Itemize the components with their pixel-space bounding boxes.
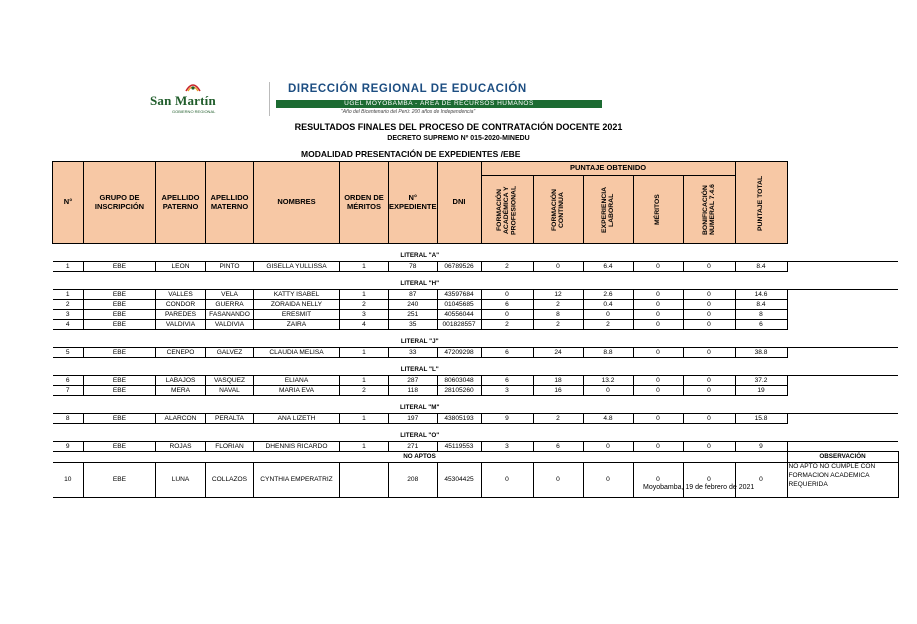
cell-n: 1 [53,290,84,300]
col-formacion-cell [481,176,533,244]
cell-orden: 1 [340,290,389,300]
cell-materno: GALVEZ [206,348,254,358]
cell-meritos: 0 [633,310,683,320]
table-row [53,414,899,424]
cell-experiencia: 0 [583,463,633,498]
cell-experiencia: 8.8 [583,348,633,358]
table-row [53,262,899,272]
cell-dni: 45119553 [437,442,481,452]
cell-grupo: EBE [84,414,156,424]
cell-nombres: ANA LIZETH [254,414,340,424]
regional-emblem-icon [185,82,201,92]
col-n: N° [53,162,84,244]
col-grupo: GRUPO DE INSCRIPCIÓN [84,162,156,244]
cell-materno: PINTO [206,262,254,272]
cell-nombres: ELIANA [254,376,340,386]
spacer-cell [787,432,898,442]
cell-formacion: 2 [481,262,533,272]
cell-nombres: ERESMIT [254,310,340,320]
col-bonificacion: BONIFICACIÓN NUMERAL 7.4.6 [701,184,717,235]
cell-materno: COLLAZOS [206,463,254,498]
table-row [53,463,899,498]
col-meritos-cell [633,176,683,244]
cell-materno: GUERRA [206,300,254,310]
document-title: RESULTADOS FINALES DEL PROCESO DE CONTRATACIÓN DOCENTE 2021 [294,122,623,132]
cell-meritos: 0 [633,442,683,452]
cell-bonificacion: 0 [683,348,735,358]
cell-total: 8.4 [735,262,787,272]
dre-banner [274,83,603,117]
logo-subtitle: GOBIERNO REGIONAL [172,109,216,114]
cell-expediente: 33 [389,348,438,358]
cell-grupo: EBE [84,348,156,358]
cell-grupo: EBE [84,320,156,330]
spacer-cell [787,262,898,272]
table-row [53,442,899,452]
col-orden: ORDEN DE MÉRITOS [340,162,389,244]
cell-meritos: 0 [633,348,683,358]
cell-orden: 1 [340,414,389,424]
cell-n: 4 [53,320,84,330]
cell-expediente: 197 [389,414,438,424]
cell-continua: 0 [533,262,583,272]
cell-continua: 2 [533,300,583,310]
cell-meritos: 0 [633,376,683,386]
spacer-cell [787,386,898,396]
col-total: PUNTAJE TOTAL [757,174,765,231]
cell-dni: 01045685 [437,300,481,310]
cell-expediente: 287 [389,376,438,386]
cell-paterno: ROJAS [156,442,206,452]
cell-experiencia: 0 [583,386,633,396]
observacion-text: NO APTO NO CUMPLE CON FORMACION ACADEMICA REQUERIDA [787,463,898,498]
cell-total: 6 [735,320,787,330]
table-row [53,300,899,310]
cell-orden: 1 [340,442,389,452]
cell-formacion: 0 [481,310,533,320]
cell-n: 2 [53,300,84,310]
spacer-cell [787,300,898,310]
cell-dni: 45304425 [437,463,481,498]
decree-subtitle: DECRETO SUPREMO Nº 015-2020-MINEDU [387,135,530,142]
cell-meritos: 0 [633,463,683,498]
cell-expediente: 78 [389,262,438,272]
cell-continua: 16 [533,386,583,396]
col-puntaje-obtenido: PUNTAJE OBTENIDO [481,162,735,176]
col-experiencia: EXPERIENCIA LABORAL [600,186,616,233]
col-experiencia-cell [583,176,633,244]
cell-n: 5 [53,348,84,358]
cell-nombres: GISELLA YULLISSA [254,262,340,272]
cell-materno: FASANANDO [206,310,254,320]
spacer-cell [787,252,898,262]
cell-formacion: 6 [481,376,533,386]
cell-meritos: 0 [633,300,683,310]
cell-experiencia: 2 [583,320,633,330]
cell-nombres: KATTY ISABEL [254,290,340,300]
literal-label: LITERAL "O" [53,432,788,442]
cell-nombres: ZAIRA [254,320,340,330]
cell-formacion: 0 [481,463,533,498]
cell-orden: 1 [340,376,389,386]
logo-divider [269,82,270,116]
table-row [53,376,899,386]
cell-materno: VELA [206,290,254,300]
cell-continua: 12 [533,290,583,300]
col-nombres: NOMBRES [254,162,340,244]
cell-grupo: EBE [84,376,156,386]
cell-experiencia: 0 [583,442,633,452]
cell-expediente: 251 [389,310,438,320]
col-dni: DNI [437,162,481,244]
cell-meritos: 0 [633,320,683,330]
cell-paterno: MERA [156,386,206,396]
cell-paterno: CONDOR [156,300,206,310]
cell-materno: PERALTA [206,414,254,424]
cell-grupo: EBE [84,386,156,396]
literal-label: LITERAL "A" [53,252,788,262]
table-row [53,348,899,358]
spacer-cell [787,290,898,300]
cell-orden: 2 [340,300,389,310]
col-paterno: APELLIDO PATERNO [156,162,206,244]
literal-row [53,252,899,262]
cell-orden [340,463,389,498]
cell-grupo: EBE [84,463,156,498]
spacer-row [53,272,899,281]
literal-label: LITERAL "J" [53,338,788,348]
table-row [53,310,899,320]
cell-orden: 1 [340,262,389,272]
cell-grupo: EBE [84,442,156,452]
cell-bonificacion: 0 [683,300,735,310]
col-meritos: MÉRITOS [654,194,662,225]
cell-formacion: 3 [481,386,533,396]
cell-total: 15.8 [735,414,787,424]
cell-paterno: VALLES [156,290,206,300]
spacer-cell [787,280,898,290]
cell-nombres: CLAUDIA MELISA [254,348,340,358]
cell-meritos: 0 [633,262,683,272]
cell-bonificacion: 0 [683,262,735,272]
cell-dni: 43805193 [437,414,481,424]
col-expediente: N° EXPEDIENTE [389,162,438,244]
spacer-cell [787,348,898,358]
cell-bonificacion: 0 [683,310,735,320]
cell-n: 10 [53,463,84,498]
cell-bonificacion: 0 [683,386,735,396]
san-martin-logo [147,82,242,116]
spacer-row [53,330,899,339]
cell-dni: 28105260 [437,386,481,396]
cell-n: 9 [53,442,84,452]
cell-expediente: 240 [389,300,438,310]
place-date: Moyobamba, 19 de febrero de 2021 [643,484,755,491]
cell-experiencia: 2.6 [583,290,633,300]
cell-expediente: 208 [389,463,438,498]
org-title: DIRECCIÓN REGIONAL DE EDUCACIÓN [288,83,527,95]
spacer-row [53,244,899,253]
cell-dni: 80603048 [437,376,481,386]
cell-paterno: CENEPO [156,348,206,358]
col-bonificacion-cell [683,176,735,244]
cell-nombres: CYNTHIA EMPERATRIZ [254,463,340,498]
cell-paterno: ALARCON [156,414,206,424]
col-continua-cell [533,176,583,244]
spacer-cell [787,442,898,452]
spacer-cell [53,330,899,339]
literal-label: LITERAL "H" [53,280,788,290]
results-table [52,161,899,498]
cell-dni: 47209298 [437,348,481,358]
cell-continua: 2 [533,320,583,330]
cell-continua: 6 [533,442,583,452]
literal-label: LITERAL "L" [53,366,788,376]
cell-grupo: EBE [84,300,156,310]
cell-materno: VALDIVIA [206,320,254,330]
literal-row [53,432,899,442]
spacer-cell [787,162,898,176]
cell-experiencia: 0 [583,310,633,320]
cell-total: 14.6 [735,290,787,300]
cell-orden: 1 [340,348,389,358]
cell-formacion: 6 [481,348,533,358]
cell-total: 38.8 [735,348,787,358]
cell-total: 9 [735,442,787,452]
cell-materno: VASQUEZ [206,376,254,386]
literal-row [53,404,899,414]
cell-materno: FLORIAN [206,442,254,452]
cell-expediente: 118 [389,386,438,396]
table-row [53,290,899,300]
spacer-cell [787,310,898,320]
cell-n: 1 [53,262,84,272]
cell-bonificacion: 0 [683,414,735,424]
cell-paterno: LEON [156,262,206,272]
spacer-cell [53,244,899,253]
col-materno: APELLIDO MATERNO [206,162,254,244]
cell-meritos: 0 [633,290,683,300]
cell-orden: 4 [340,320,389,330]
cell-formacion: 2 [481,320,533,330]
cell-experiencia: 0.4 [583,300,633,310]
cell-total: 8 [735,310,787,320]
modality-title: MODALIDAD PRESENTACIÓN DE EXPEDIENTES /EBE [301,149,521,159]
cell-nombres: ZORAIDA NELLY [254,300,340,310]
cell-nombres: MARIA EVA [254,386,340,396]
cell-continua: 24 [533,348,583,358]
spacer-cell [787,404,898,414]
spacer-cell [787,320,898,330]
literal-row [53,338,899,348]
cell-n: 6 [53,376,84,386]
literal-row [53,366,899,376]
cell-grupo: EBE [84,290,156,300]
cell-meritos: 0 [633,386,683,396]
cell-dni: 001828557 [437,320,481,330]
cell-orden: 3 [340,310,389,320]
cell-materno: NAVAL [206,386,254,396]
no-aptos-label: NO APTOS [403,452,436,460]
cell-grupo: EBE [84,262,156,272]
cell-experiencia: 13.2 [583,376,633,386]
cell-paterno: PAREDES [156,310,206,320]
cell-paterno: LUNA [156,463,206,498]
cell-orden: 2 [340,386,389,396]
cell-nombres: DHENNIS RICARDO [254,442,340,452]
spacer-cell [787,414,898,424]
col-total-cell [735,162,787,244]
spacer-cell [787,366,898,376]
cell-bonificacion: 0 [683,320,735,330]
cell-n: 3 [53,310,84,320]
spacer-row [53,396,899,405]
cell-total: 19 [735,386,787,396]
spacer-cell [53,272,899,281]
no-aptos-row [53,452,899,463]
cell-paterno: VALDIVIA [156,320,206,330]
cell-bonificacion: 0 [683,290,735,300]
logo-name: San Martín [150,93,216,108]
cell-dni: 43597684 [437,290,481,300]
cell-dni: 06789526 [437,262,481,272]
cell-n: 7 [53,386,84,396]
year-motto: "Año del Bicentenario del Perú: 200 años de Independencia" [341,109,476,115]
cell-bonificacion: 0 [683,463,735,498]
cell-total: 37.2 [735,376,787,386]
cell-continua: 2 [533,414,583,424]
cell-expediente: 271 [389,442,438,452]
cell-formacion: 0 [481,290,533,300]
spacer-cell [787,376,898,386]
cell-formacion: 6 [481,300,533,310]
table-row [53,320,899,330]
cell-dni: 40556044 [437,310,481,320]
header-logos [147,82,605,118]
cell-total: 8.4 [735,300,787,310]
spacer-row [53,424,899,433]
cell-bonificacion: 0 [683,442,735,452]
cell-meritos: 0 [633,414,683,424]
cell-total: 0 [735,463,787,498]
cell-experiencia: 4.8 [583,414,633,424]
col-continua: FORMACIÓN CONTINUA [550,188,566,231]
cell-bonificacion: 0 [683,376,735,386]
results-body [53,244,899,498]
cell-continua: 18 [533,376,583,386]
spacer-row [53,358,899,367]
literal-label: LITERAL "M" [53,404,788,414]
cell-continua: 0 [533,463,583,498]
cell-experiencia: 6.4 [583,262,633,272]
cell-grupo: EBE [84,310,156,320]
table-row [53,386,899,396]
spacer-cell [787,338,898,348]
spacer-cell [53,396,899,405]
cell-paterno: LABAJOS [156,376,206,386]
cell-continua: 8 [533,310,583,320]
org-bar: UGEL MOYOBAMBA - ÁREA DE RECURSOS HUMANOS [276,100,602,108]
spacer-cell [787,176,898,244]
col-formacion: FORMACIÓN ACADÉMICA Y PROFESIONAL [496,184,518,235]
observacion-header: OBSERVACIÓN [787,452,898,463]
cell-formacion: 3 [481,442,533,452]
spacer-cell [53,424,899,433]
literal-row [53,280,899,290]
spacer-cell [53,358,899,367]
cell-expediente: 87 [389,290,438,300]
cell-n: 8 [53,414,84,424]
cell-expediente: 35 [389,320,438,330]
cell-formacion: 9 [481,414,533,424]
